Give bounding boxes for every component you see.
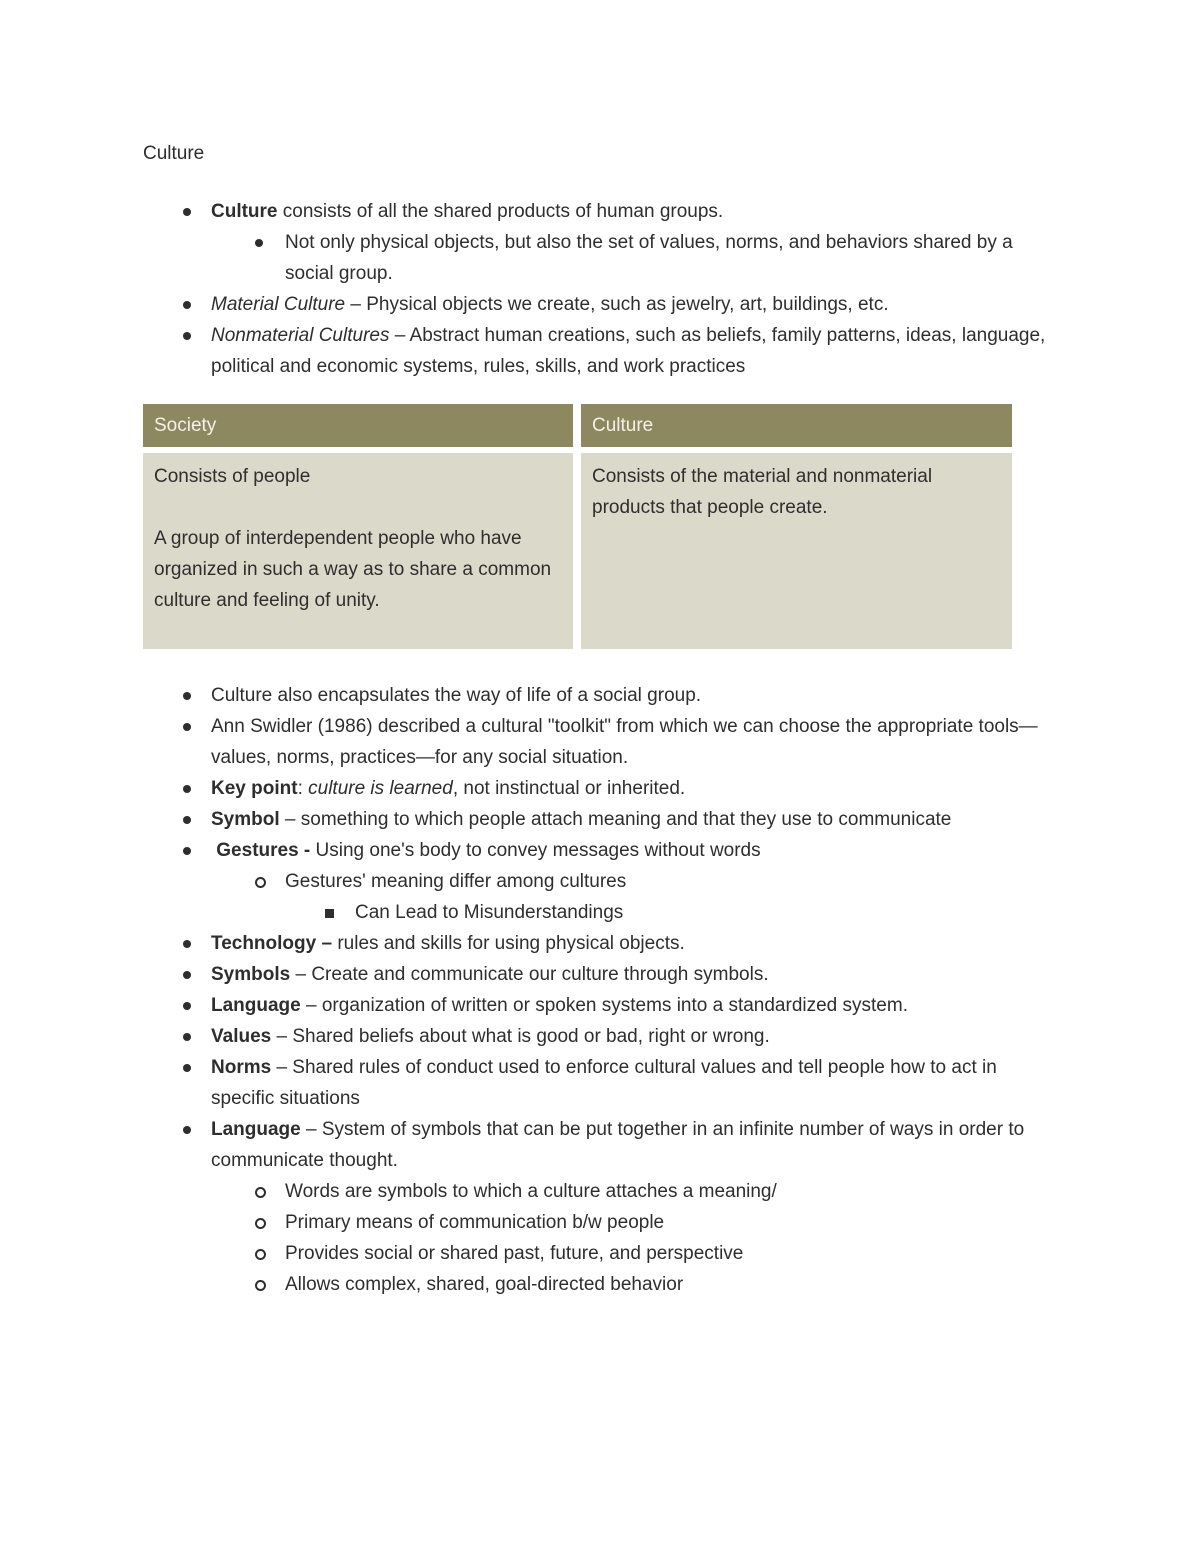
- page-title: Culture: [143, 143, 205, 164]
- list-item-text: Gestures - Using one's body to convey messages without words: [216, 840, 761, 861]
- list-item-text: Material Culture – Physical objects we create, such as jewelry, art, buildings, etc.: [211, 294, 889, 315]
- bullet-disc-icon: [183, 1064, 191, 1072]
- bullet-circle-icon: [255, 1249, 266, 1260]
- list-item-text: Ann Swidler (1986) described a cultural "toolkit" from which we can choose the appropriate tools—values, norms, practices—for any social situation.: [211, 716, 1038, 768]
- list-item-text: Provides social or shared past, future, and perspective: [285, 1243, 744, 1264]
- list-item-text: Nonmaterial Cultures – Abstract human creations, such as beliefs, family patterns, ideas, language, political and economic systems, rules, skills, and work practices: [211, 325, 1051, 377]
- table-header-culture: Culture: [581, 404, 1012, 447]
- list-item: [143, 289, 1060, 320]
- list-item: [143, 1052, 1060, 1114]
- list-item-text: Allows complex, shared, goal-directed behavior: [285, 1274, 684, 1295]
- list-item: [143, 990, 1060, 1021]
- bullet-disc-icon: [183, 332, 191, 340]
- list-item: [143, 227, 1060, 289]
- list-item-text: Norms – Shared rules of conduct used to enforce cultural values and tell people how to act in specific situations: [211, 1057, 1003, 1109]
- bullet-square-icon: [325, 909, 334, 918]
- bullet-disc-icon: [183, 208, 191, 216]
- bullet-circle-icon: [255, 1280, 266, 1291]
- table-cell-paragraph: Consists of the material and nonmaterial products that people create.: [592, 466, 933, 518]
- list-item-text: Words are symbols to which a culture attaches a meaning/: [285, 1181, 777, 1202]
- list-item: [143, 1207, 1060, 1238]
- list-item-text: Culture consists of all the shared products of human groups.: [211, 201, 724, 222]
- intro-bullet-list: [143, 196, 1060, 382]
- bullet-disc-icon: [183, 723, 191, 731]
- list-item-text: Values – Shared beliefs about what is good or bad, right or wrong.: [211, 1026, 770, 1047]
- bullet-disc-icon: [183, 971, 191, 979]
- list-item: [143, 1176, 1060, 1207]
- list-item-text: Symbol – something to which people attach meaning and that they use to communicate: [211, 809, 952, 830]
- table-header-society: Society: [143, 404, 573, 447]
- list-item: [143, 897, 1060, 928]
- list-item: [143, 773, 1060, 804]
- list-item: [143, 680, 1060, 711]
- list-item-text: Language – System of symbols that can be put together in an infinite number of ways in order to communicate thought.: [211, 1119, 1030, 1171]
- bullet-disc-icon: [183, 940, 191, 948]
- bullet-disc-icon: [255, 239, 263, 247]
- list-item: [143, 959, 1060, 990]
- list-item-text: Symbols – Create and communicate our culture through symbols.: [211, 964, 769, 985]
- bullet-circle-icon: [255, 1218, 266, 1229]
- bullet-disc-icon: [183, 301, 191, 309]
- table-cell-paragraph: [154, 492, 562, 523]
- society-culture-table: [143, 404, 1012, 649]
- list-item-text: Culture also encapsulates the way of life of a social group.: [211, 685, 702, 706]
- bullet-disc-icon: [183, 1126, 191, 1134]
- list-item-text: Can Lead to Misunderstandings: [355, 902, 624, 923]
- list-item-text: Key point: culture is learned, not instinctual or inherited.: [211, 778, 686, 799]
- list-item-text: Technology – rules and skills for using physical objects.: [211, 933, 685, 954]
- list-item: [143, 1238, 1060, 1269]
- list-item: [143, 1269, 1060, 1300]
- body-bullet-list: [143, 680, 1060, 1300]
- list-item: [143, 928, 1060, 959]
- list-item: [143, 804, 1060, 835]
- bullet-disc-icon: [183, 692, 191, 700]
- list-item: [143, 866, 1060, 897]
- bullet-disc-icon: [183, 785, 191, 793]
- bullet-disc-icon: [183, 1002, 191, 1010]
- list-item-text: Not only physical objects, but also the set of values, norms, and behaviors shared by a social group.: [285, 232, 1018, 284]
- list-item: [143, 196, 1060, 227]
- list-item: [143, 835, 1060, 866]
- list-item: [143, 1021, 1060, 1052]
- table-cell-paragraph: Consists of people: [154, 466, 311, 487]
- table-cell-paragraph: A group of interdependent people who have organized in such a way as to share a common culture and feeling of unity.: [154, 528, 552, 611]
- list-item: [143, 711, 1060, 773]
- list-item-text: Primary means of communication b/w people: [285, 1212, 665, 1233]
- bullet-disc-icon: [183, 847, 191, 855]
- bullet-disc-icon: [183, 1033, 191, 1041]
- list-item-text: Gestures' meaning differ among cultures: [285, 871, 627, 892]
- table-cell-society: [143, 453, 573, 649]
- list-item: [143, 1114, 1060, 1176]
- table-cell-culture: [581, 453, 1012, 649]
- bullet-circle-icon: [255, 1187, 266, 1198]
- bullet-disc-icon: [183, 816, 191, 824]
- list-item: [143, 320, 1060, 382]
- bullet-circle-icon: [255, 877, 266, 888]
- list-item-text: Language – organization of written or spoken systems into a standardized system.: [211, 995, 908, 1016]
